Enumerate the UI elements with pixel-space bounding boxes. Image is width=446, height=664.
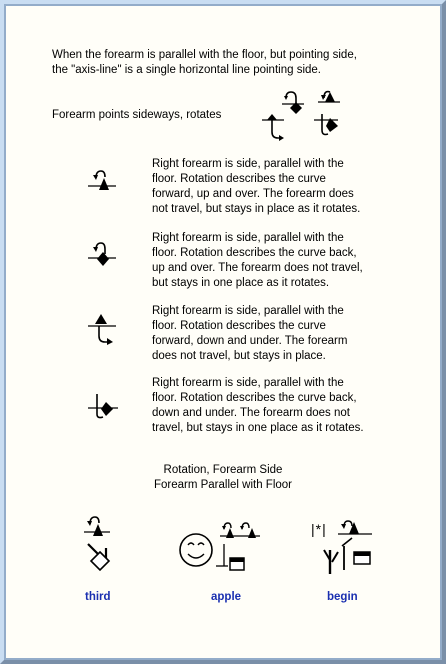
sideways-heading: Forearm points sideways, rotates: [52, 109, 222, 121]
description-4-line-4: travel, but stays in one place as it rotates.: [152, 422, 364, 434]
caption-line-2: Forearm Parallel with Floor: [153, 479, 293, 491]
third-sign-glyph: [82, 514, 118, 574]
intro-paragraph: [52, 48, 412, 78]
example-label-third: third: [85, 591, 111, 603]
example-label-apple: apple: [211, 591, 242, 603]
description-1-line-4: not travel, but stays in place as it rotates.: [152, 203, 361, 215]
curve-forward-up-over-icon: [88, 168, 118, 202]
description-2: [152, 231, 387, 291]
description-1: [152, 157, 387, 217]
description-1-line-3: forward, up and over. The forearm does: [152, 188, 354, 200]
example-label-begin: begin: [327, 591, 358, 603]
begin-star-glyph: |*|: [311, 521, 327, 537]
description-4-line-2: floor. Rotation describes the curve back,: [152, 392, 357, 404]
caption-line-1: Rotation, Forearm Side: [163, 464, 283, 476]
cluster-symbol-forward-up-icon: [318, 92, 340, 102]
description-2-line-3: up and over. The forearm does not travel,: [152, 262, 363, 274]
description-1-line-1: Right forearm is side, parallel with the: [152, 158, 344, 170]
description-3: [152, 304, 387, 364]
curve-forward-down-under-icon: [88, 312, 118, 346]
description-3-line-1: Right forearm is side, parallel with the: [152, 305, 344, 317]
cluster-symbol-forward-down-icon: [262, 114, 284, 141]
description-3-line-4: does not travel, but stays in place.: [152, 350, 326, 362]
description-4-line-3: down and under. The forearm does not: [152, 407, 350, 419]
begin-sign-glyph: [318, 516, 378, 580]
intro-line-2: the "axis-line" is a single horizontal line pointing side.: [52, 64, 321, 76]
description-3-line-2: floor. Rotation describes the curve: [152, 320, 326, 332]
cluster-symbol-back-up-icon: [282, 92, 304, 114]
intro-line-1: When the forearm is parallel with the floor, but pointing side,: [52, 49, 357, 61]
description-3-line-3: forward, down and under. The forearm: [152, 335, 348, 347]
curve-back-down-under-icon: [88, 392, 120, 426]
cluster-symbol-back-down-icon: [314, 114, 338, 135]
description-2-line-4: but stays in one place as it rotates.: [152, 277, 330, 289]
apple-sign-glyph: [176, 518, 272, 578]
caption: [0, 463, 446, 493]
description-2-line-1: Right forearm is side, parallel with the: [152, 232, 344, 244]
rotation-symbols-cluster: [258, 88, 354, 144]
description-2-line-2: floor. Rotation describes the curve back,: [152, 247, 357, 259]
description-1-line-2: floor. Rotation describes the curve: [152, 173, 326, 185]
description-4-line-1: Right forearm is side, parallel with the: [152, 377, 344, 389]
curve-back-up-over-icon: [88, 240, 118, 274]
description-4: [152, 376, 387, 436]
